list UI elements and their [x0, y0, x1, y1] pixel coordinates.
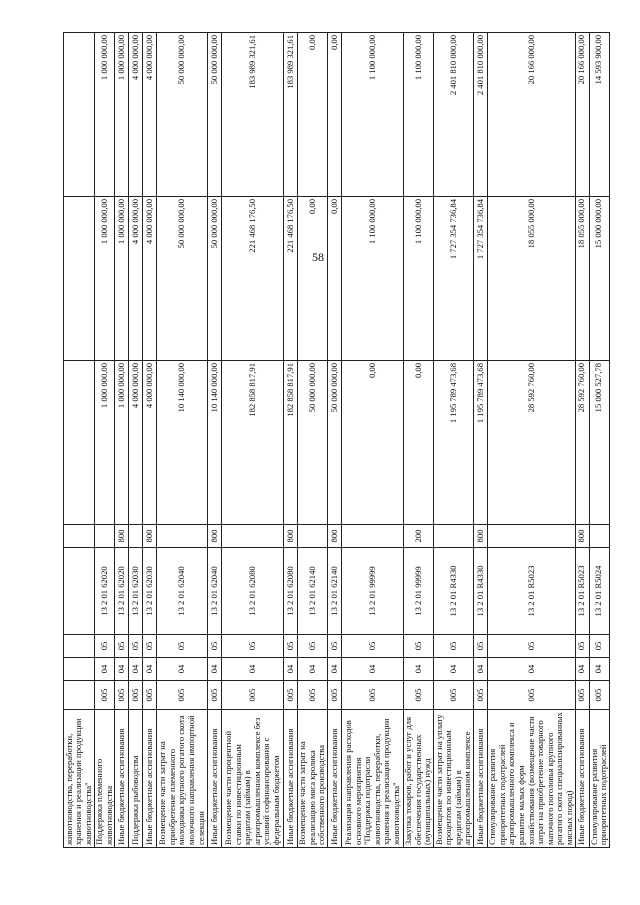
cell-desc: Возмещение части затрат на приобретение племенного молодняка крупного рогатого скота молочного направления импортной селекции [157, 710, 208, 848]
cell-c2: 04 [143, 658, 157, 681]
cell-c5 [222, 525, 284, 548]
cell-c1: 005 [575, 681, 589, 710]
table-row [575, 33, 589, 848]
cell-c2: 04 [284, 658, 298, 681]
cell-c2: 04 [95, 658, 115, 681]
table-row [434, 33, 474, 848]
cell-v1: 50 000 000,00 [328, 361, 342, 525]
cell-v2: 18 055 000,00 [488, 197, 575, 361]
cell-c1: 005 [143, 681, 157, 710]
cell-v1: 28 592 760,00 [575, 361, 589, 525]
cell-c4: 13 2 01 R5023 [575, 548, 589, 635]
cell-c3: 05 [115, 635, 129, 658]
cell-v1: 182 858 817,91 [222, 361, 284, 525]
cell-c5 [434, 525, 474, 548]
table-row [129, 33, 143, 848]
cell-c4: 13 2 01 62020 [95, 548, 115, 635]
table-row [284, 33, 298, 848]
cell-c4: 13 2 01 62030 [129, 548, 143, 635]
cell-v1: 0,00 [342, 361, 404, 525]
cell-v3: 1 100 000,00 [404, 33, 434, 197]
cell-c3: 05 [222, 635, 284, 658]
cell-v2: 1 000 000,00 [115, 197, 129, 361]
cell-c5 [589, 525, 609, 548]
cell-desc: Иные бюджетные ассигнования [208, 710, 222, 848]
cell-c3: 05 [95, 635, 115, 658]
table-row [589, 33, 609, 848]
cell-v2: 221 468 176,50 [222, 197, 284, 361]
cell-c1: 005 [222, 681, 284, 710]
table-row [222, 33, 284, 848]
cell-v1: 4 000 000,00 [129, 361, 143, 525]
cell-v2: 50 000 000,00 [208, 197, 222, 361]
cell-desc: Возмещение части процентной ставки по инвестиционным кредитам (займам) в агропромышленном комплексе без условий софинансирования с федеральным бюджетом [222, 710, 284, 848]
cell-c3: 05 [328, 635, 342, 658]
cell-v2: 221 468 176,50 [284, 197, 298, 361]
cell-c4: 13 2 01 62040 [208, 548, 222, 635]
table-row [115, 33, 129, 848]
cell-v3: 14 593 900,00 [589, 33, 609, 197]
cell-c2: 04 [129, 658, 143, 681]
cell-v3: 1 000 000,00 [95, 33, 115, 197]
cell-c1: 005 [95, 681, 115, 710]
cell-desc: Поддержка племенного животноводства [95, 710, 115, 848]
cell-v1: 28 592 760,00 [488, 361, 575, 525]
cell-v3: 20 166 000,00 [575, 33, 589, 197]
cell-c5 [157, 525, 208, 548]
cell-v1: 50 000 000,00 [298, 361, 328, 525]
cell-desc: животноводства, переработки, хранения и реализации продукции животноводства" [64, 710, 95, 848]
budget-table [63, 32, 610, 848]
cell-v1: 10 140 000,00 [157, 361, 208, 525]
cell-c3: 05 [404, 635, 434, 658]
cell-desc: Иные бюджетные ассигнования [474, 710, 488, 848]
cell-v2: 50 000 000,00 [157, 197, 208, 361]
cell-c2: 04 [488, 658, 575, 681]
cell-c4: 13 2 01 R4330 [434, 548, 474, 635]
cell-c3: 05 [129, 635, 143, 658]
cell-c2: 04 [208, 658, 222, 681]
cell-c5 [342, 525, 404, 548]
cell-c5: 800 [143, 525, 157, 548]
cell-v2: 0,00 [328, 197, 342, 361]
cell-desc: Реализация направления расходов основного мероприятия "Поддержка подотрасли животноводства, переработки, хранения и реализации продукции животноводства" [342, 710, 404, 848]
cell-c1: 005 [157, 681, 208, 710]
cell-v2: 4 000 000,00 [129, 197, 143, 361]
cell-c4: 13 2 01 62020 [115, 548, 129, 635]
cell-c1 [64, 681, 95, 710]
cell-v3: 0,00 [298, 33, 328, 197]
table-row [157, 33, 208, 848]
cell-c5: 800 [474, 525, 488, 548]
cell-c4: 13 2 01 R5023 [488, 548, 575, 635]
cell-c5 [64, 525, 95, 548]
cell-c4: 13 2 01 62080 [284, 548, 298, 635]
cell-v2: 1 100 000,00 [404, 197, 434, 361]
cell-c3: 05 [488, 635, 575, 658]
cell-c3: 05 [143, 635, 157, 658]
cell-c1: 005 [474, 681, 488, 710]
cell-desc: Иные бюджетные ассигнования [284, 710, 298, 848]
cell-c2: 04 [434, 658, 474, 681]
cell-c5: 800 [284, 525, 298, 548]
table-row [342, 33, 404, 848]
cell-c5 [129, 525, 143, 548]
cell-desc: Стимулирование развития приоритетных подотраслей [589, 710, 609, 848]
table-row [474, 33, 488, 848]
cell-c4: 13 2 01 62080 [222, 548, 284, 635]
cell-c4: 13 2 01 62140 [328, 548, 342, 635]
cell-c3: 05 [298, 635, 328, 658]
cell-desc: Иные бюджетные ассигнования [143, 710, 157, 848]
cell-c5: 800 [208, 525, 222, 548]
cell-c1: 005 [115, 681, 129, 710]
cell-c3: 05 [284, 635, 298, 658]
cell-v3: 50 000 000,00 [157, 33, 208, 197]
table-row [143, 33, 157, 848]
cell-v1: 10 140 000,00 [208, 361, 222, 525]
table-row [64, 33, 95, 848]
cell-c5 [95, 525, 115, 548]
cell-c2: 04 [589, 658, 609, 681]
cell-desc: Возмещение части затрат на уплату процентов по инвестиционным кредитам (займам) в агропромышленном комплексе [434, 710, 474, 848]
cell-c2: 04 [575, 658, 589, 681]
cell-v2: 15 000 000,00 [589, 197, 609, 361]
cell-desc: Стимулирование развития приоритетных подотраслей агропромышленного комплекса и развитие малых форм хозяйствования (возмещение части затрат на приобретение товарного маточного поголовья крупного рогатого скота специализированных мясных пород) [488, 710, 575, 848]
cell-c3: 05 [434, 635, 474, 658]
cell-c3: 05 [208, 635, 222, 658]
cell-c4: 13 2 01 R5024 [589, 548, 609, 635]
cell-v3: 2 401 810 000,00 [434, 33, 474, 197]
cell-c2: 04 [328, 658, 342, 681]
cell-c1: 005 [129, 681, 143, 710]
cell-v3: 4 000 000,00 [143, 33, 157, 197]
cell-desc: Закупка товаров, работ и услуг для обеспечения государственных (муниципальных) нужд [404, 710, 434, 848]
cell-c3: 05 [474, 635, 488, 658]
table-row [298, 33, 328, 848]
cell-c5: 800 [328, 525, 342, 548]
cell-v2: 1 727 354 736,84 [474, 197, 488, 361]
cell-c3 [64, 635, 95, 658]
cell-v3: 4 000 000,00 [129, 33, 143, 197]
cell-v3 [64, 33, 95, 197]
table-row [208, 33, 222, 848]
cell-v3: 20 166 000,00 [488, 33, 575, 197]
cell-v1: 1 000 000,00 [115, 361, 129, 525]
cell-v1: 0,00 [404, 361, 434, 525]
cell-c3: 05 [575, 635, 589, 658]
cell-c4: 13 2 01 62140 [298, 548, 328, 635]
cell-v3: 1 000 000,00 [115, 33, 129, 197]
cell-v1: 1 000 000,00 [95, 361, 115, 525]
cell-v2: 1 100 000,00 [342, 197, 404, 361]
cell-c1: 005 [404, 681, 434, 710]
cell-c3: 05 [589, 635, 609, 658]
cell-desc: Иные бюджетные ассигнования [115, 710, 129, 848]
cell-v1: 1 195 789 473,68 [474, 361, 488, 525]
cell-c4: 13 2 01 R4330 [474, 548, 488, 635]
cell-c4: 13 2 01 62030 [143, 548, 157, 635]
cell-c4: 13 2 01 62040 [157, 548, 208, 635]
cell-v1: 4 000 000,00 [143, 361, 157, 525]
cell-c1: 005 [208, 681, 222, 710]
cell-c3: 05 [342, 635, 404, 658]
cell-v3: 0,00 [328, 33, 342, 197]
cell-c5: 200 [404, 525, 434, 548]
cell-v3: 1 100 000,00 [342, 33, 404, 197]
cell-desc: Поддержка рыбоводства [129, 710, 143, 848]
cell-c1: 005 [589, 681, 609, 710]
table-row [404, 33, 434, 848]
cell-c4 [64, 548, 95, 635]
cell-c1: 005 [328, 681, 342, 710]
cell-c2: 04 [404, 658, 434, 681]
cell-v2: 0,00 [298, 197, 328, 361]
cell-c2: 04 [157, 658, 208, 681]
cell-c2 [64, 658, 95, 681]
table-row [95, 33, 115, 848]
cell-v3: 2 401 810 000,00 [474, 33, 488, 197]
cell-c3: 05 [157, 635, 208, 658]
rotated-page-content [63, 33, 637, 848]
cell-c1: 005 [434, 681, 474, 710]
cell-v2 [64, 197, 95, 361]
cell-v2: 1 000 000,00 [95, 197, 115, 361]
cell-c2: 04 [298, 658, 328, 681]
cell-desc: Иные бюджетные ассигнования [328, 710, 342, 848]
cell-v1: 1 195 789 473,68 [434, 361, 474, 525]
cell-c1: 005 [488, 681, 575, 710]
cell-v1 [64, 361, 95, 525]
cell-v1: 15 000 527,78 [589, 361, 609, 525]
cell-c1: 005 [298, 681, 328, 710]
cell-c5: 800 [575, 525, 589, 548]
cell-v3: 183 989 321,61 [222, 33, 284, 197]
cell-v2: 18 055 000,00 [575, 197, 589, 361]
cell-c2: 04 [474, 658, 488, 681]
cell-c2: 04 [115, 658, 129, 681]
cell-c1: 005 [284, 681, 298, 710]
cell-v2: 4 000 000,00 [143, 197, 157, 361]
cell-c5 [298, 525, 328, 548]
table-row [488, 33, 575, 848]
cell-v2: 1 727 354 736,84 [434, 197, 474, 361]
cell-v3: 50 000 000,00 [208, 33, 222, 197]
page-number: 58 [312, 250, 324, 264]
cell-c4: 13 2 01 99999 [404, 548, 434, 635]
table-row [328, 33, 342, 848]
cell-c2: 04 [342, 658, 404, 681]
cell-c5 [488, 525, 575, 548]
cell-c1: 005 [342, 681, 404, 710]
cell-desc: Иные бюджетные ассигнования [575, 710, 589, 848]
cell-c4: 13 2 01 99999 [342, 548, 404, 635]
cell-c5: 800 [115, 525, 129, 548]
cell-c2: 04 [222, 658, 284, 681]
cell-v1: 182 858 817,91 [284, 361, 298, 525]
cell-desc: Возмещение части затрат на реализацию мяса кролика собственного производства [298, 710, 328, 848]
cell-v3: 183 989 321,61 [284, 33, 298, 197]
